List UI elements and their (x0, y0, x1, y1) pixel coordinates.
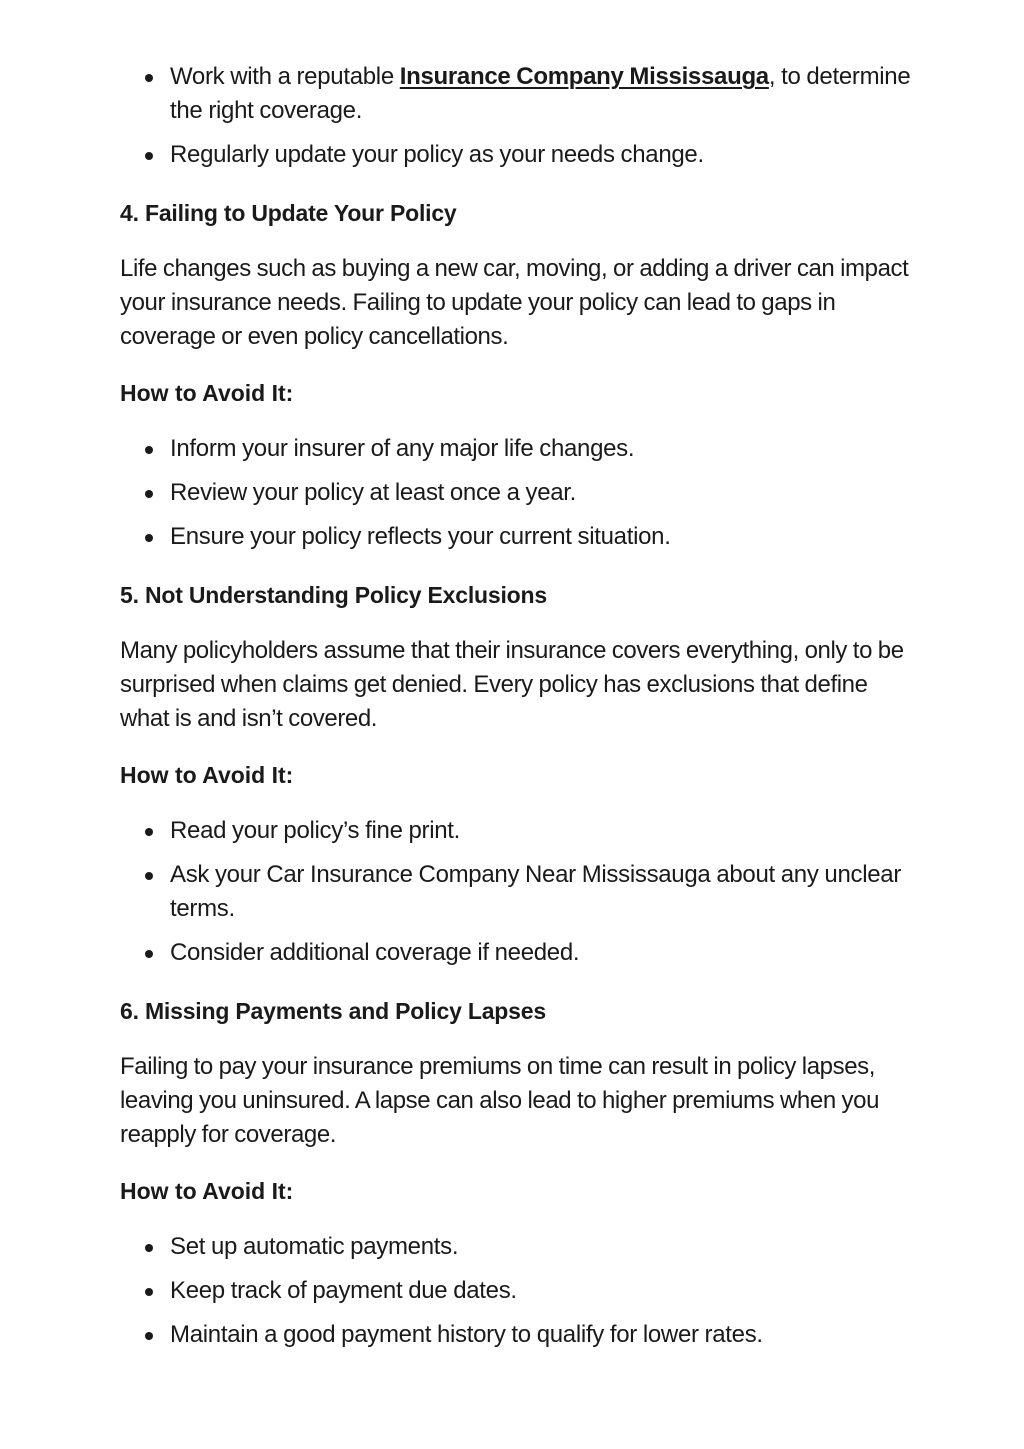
avoid-bullet-list (120, 1230, 920, 1352)
section-paragraph: Failing to pay your insurance premiums on time can result in policy lapses, leaving you uninsured. A lapse can also lead to higher premiums when you reapply for coverage. (120, 1053, 880, 1148)
list-item: Inform your insurer of any major life changes. (120, 432, 920, 466)
how-to-avoid-heading: How to Avoid It: (120, 380, 294, 406)
how-to-avoid-heading: How to Avoid It: (120, 1178, 294, 1204)
list-item: Consider additional coverage if needed. (120, 936, 920, 970)
how-to-avoid-heading: How to Avoid It: (120, 762, 294, 788)
insurance-company-link[interactable]: Insurance Company Mississauga (399, 63, 769, 90)
list-item: Regularly update your policy as your needs change. (120, 138, 920, 172)
list-item (120, 60, 920, 128)
list-item: Set up automatic payments. (120, 1230, 920, 1264)
intro-bullet-list (120, 60, 920, 172)
section-paragraph: Many policyholders assume that their insurance covers everything, only to be surprised when claims get denied. Every policy has exclusions that define what is and isn’t covered. (120, 637, 904, 732)
list-item: Ensure your policy reflects your current situation. (120, 520, 920, 554)
section-heading: 5. Not Understanding Policy Exclusions (120, 582, 547, 608)
document-page (120, 60, 920, 1362)
section-heading: 4. Failing to Update Your Policy (120, 200, 457, 226)
list-item: Maintain a good payment history to qualify for lower rates. (120, 1318, 920, 1352)
section-heading: 6. Missing Payments and Policy Lapses (120, 998, 546, 1024)
list-item: Read your policy’s fine print. (120, 814, 920, 848)
avoid-bullet-list (120, 432, 920, 554)
list-item-text-after-link: , to determine the right coverage. (170, 63, 911, 124)
list-item: Review your policy at least once a year. (120, 476, 920, 510)
avoid-bullet-list (120, 814, 920, 970)
list-item-text-before-link: Work with a reputable (170, 63, 400, 90)
list-item: Keep track of payment due dates. (120, 1274, 920, 1308)
section-paragraph: Life changes such as buying a new car, moving, or adding a driver can impact your insurance needs. Failing to update your policy can lead to gaps in coverage or even policy cancellations. (120, 255, 909, 350)
list-item: Ask your Car Insurance Company Near Mississauga about any unclear terms. (120, 858, 920, 926)
